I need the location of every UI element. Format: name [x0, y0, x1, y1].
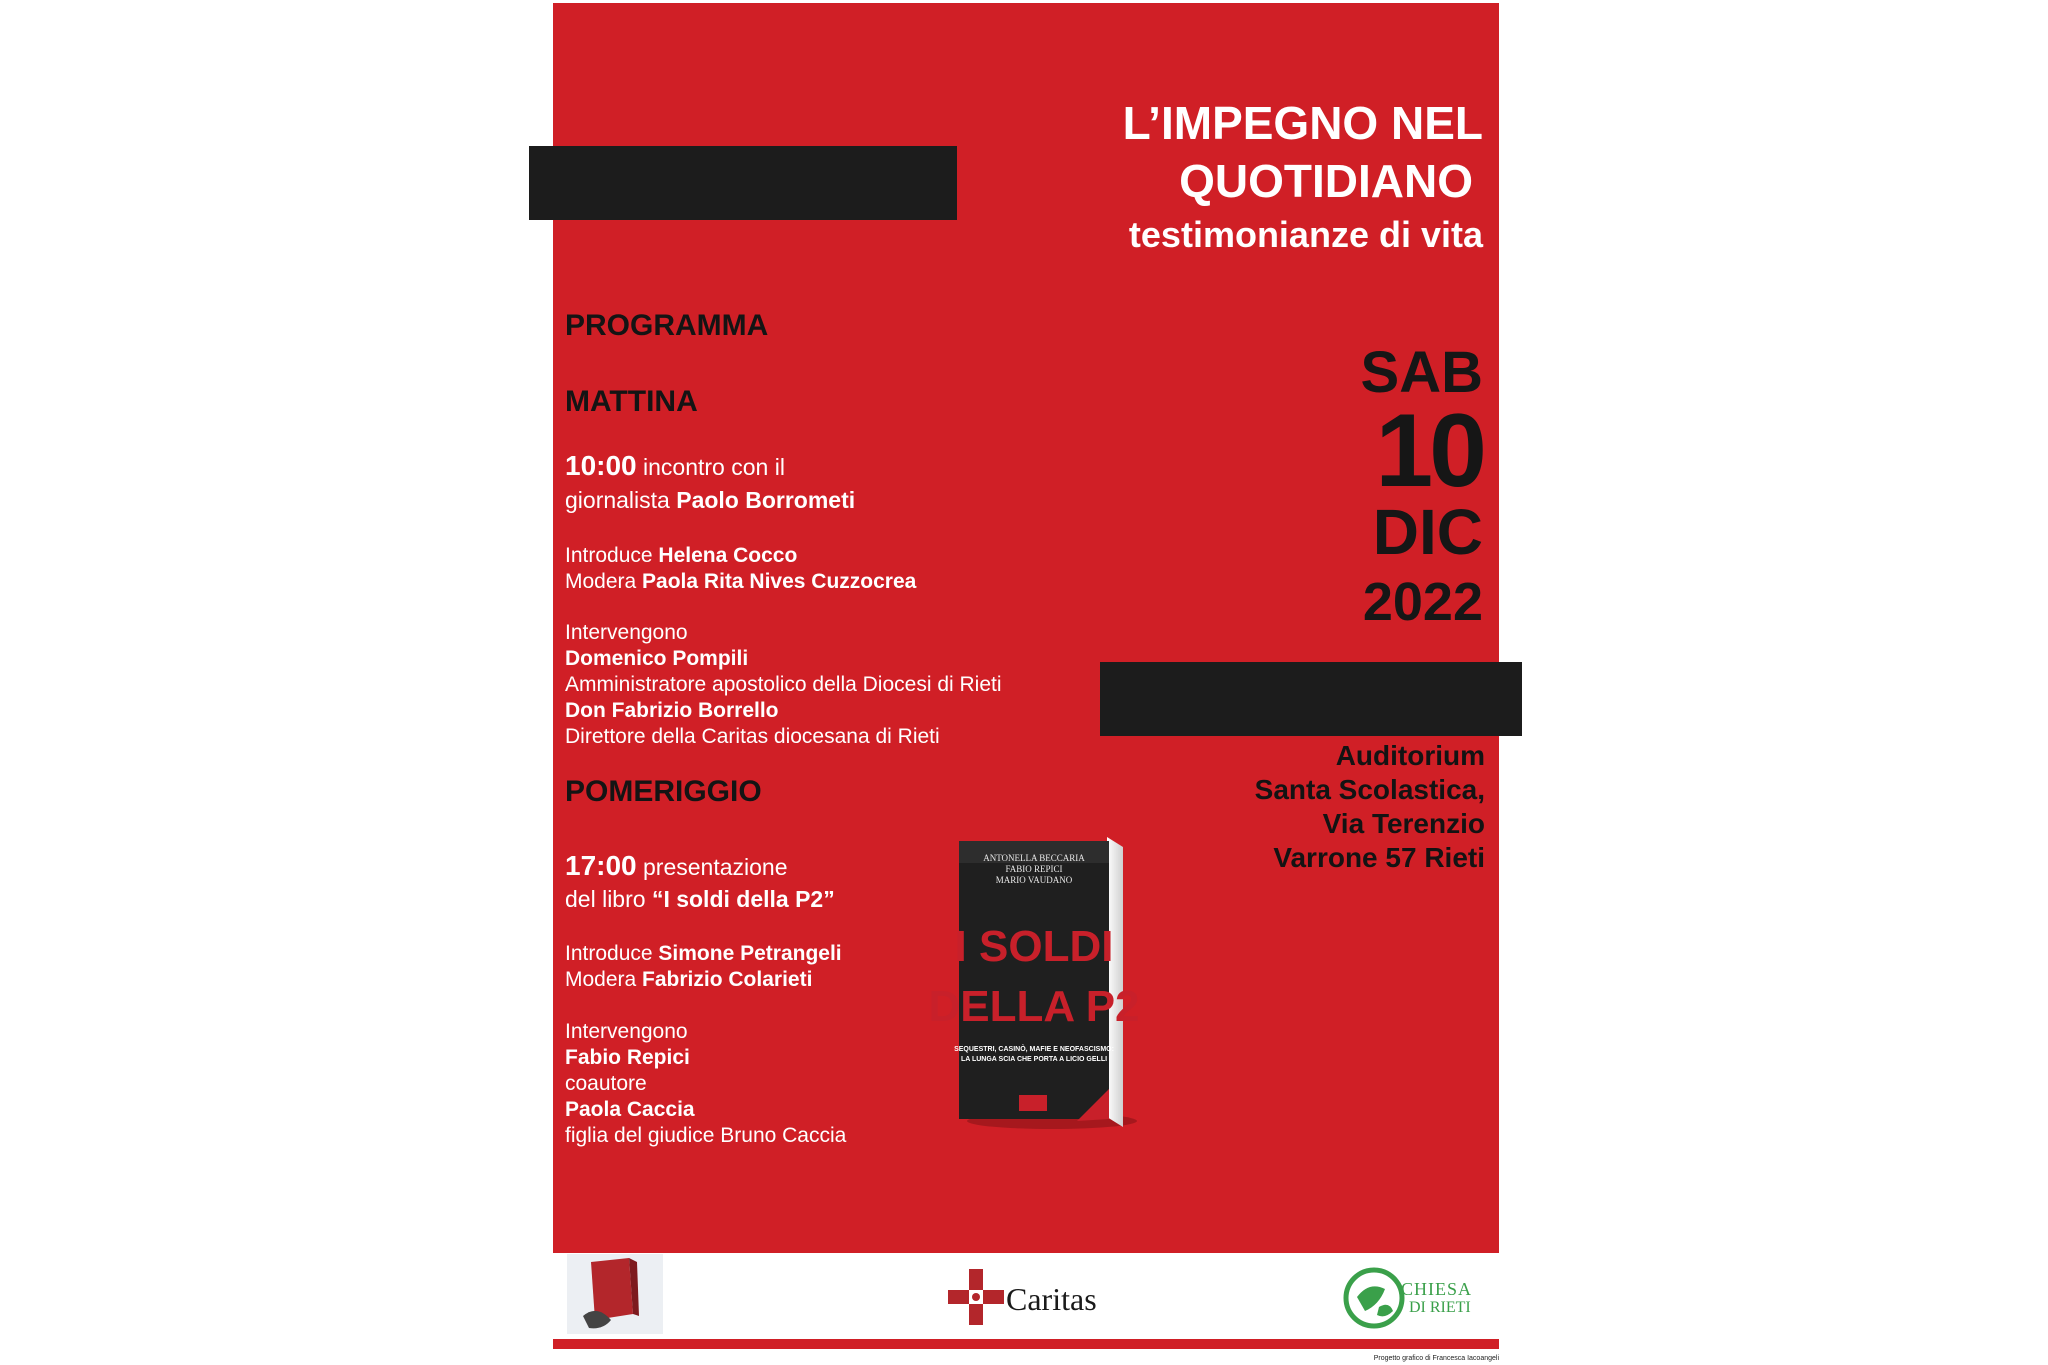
book-author-3: MARIO VAUDANO	[995, 875, 1073, 885]
event-month: DIC	[1372, 496, 1483, 568]
modera-name: Paola Rita Nives Cuzzocrea	[642, 570, 917, 593]
morning-speaker2-role: Direttore della Caritas diocesana di Rieti	[565, 725, 940, 748]
caritas-label: Caritas	[1006, 1281, 1097, 1317]
afternoon-introduce-line	[565, 941, 842, 967]
book-author-1: ANTONELLA BECCARIA	[983, 853, 1085, 863]
afternoon-book-prefix: del libro	[565, 886, 646, 912]
modera-label: Modera	[565, 968, 637, 991]
event-year: 2022	[1362, 572, 1483, 632]
modera-name: Fabrizio Colarieti	[642, 968, 813, 991]
book-cover-image	[928, 831, 1140, 1131]
morning-intervengono-label: Intervengono	[565, 621, 688, 644]
venue-line1: Auditorium	[1335, 740, 1485, 771]
introduce-label: Introduce	[565, 942, 653, 965]
afternoon-book-line	[565, 886, 835, 912]
introduce-name: Simone Petrangeli	[658, 942, 842, 965]
book-stamp-logo	[567, 1254, 663, 1334]
venue-line3: Via Terenzio	[1322, 808, 1485, 839]
poster-title-line2: QUOTIDIANO	[1179, 155, 1473, 207]
book-cover-title-2: DELLA P2	[928, 982, 1140, 1031]
afternoon-time: 17:00	[565, 850, 637, 881]
caritas-logo	[948, 1269, 1128, 1329]
redaction-bar-right	[1100, 662, 1522, 736]
event-day: 10	[1375, 393, 1483, 509]
afternoon-speaker2-name: Paola Caccia	[565, 1098, 695, 1121]
program-heading: PROGRAMMA	[565, 309, 769, 342]
afternoon-event-text: presentazione	[643, 854, 788, 880]
morning-guest-line	[565, 487, 855, 513]
morning-speaker2-name: Don Fabrizio Borrello	[565, 699, 779, 722]
morning-speaker1-role: Amministratore apostolico della Diocesi di Rieti	[565, 673, 1002, 696]
morning-guest-name: Paolo Borrometi	[676, 487, 856, 513]
chiesa-di-rieti-logo	[1343, 1267, 1493, 1331]
afternoon-modera-line	[565, 967, 812, 993]
morning-guest-prefix: giornalista	[565, 487, 670, 513]
venue-line4: Varrone 57 Rieti	[1273, 842, 1485, 873]
morning-speaker1-name: Domenico Pompili	[565, 647, 749, 670]
poster-title-line1: L’IMPEGNO NEL	[1122, 97, 1483, 149]
chiesa-globe-icon	[1343, 1267, 1405, 1329]
venue-line2: Santa Scolastica,	[1254, 774, 1485, 805]
introduce-label: Introduce	[565, 544, 653, 567]
book-cover-title-1: I SOLDI	[954, 922, 1114, 971]
event-weekday: SAB	[1360, 340, 1483, 405]
footer-logos	[553, 1253, 1499, 1339]
book-author-2: FABIO REPICI	[1005, 864, 1063, 874]
poster-subtitle: testimonianze di vita	[1128, 214, 1483, 255]
redaction-bar-top	[529, 146, 957, 220]
afternoon-time-line	[565, 850, 788, 881]
afternoon-book-title: “I soldi della P2”	[651, 886, 835, 912]
morning-heading: MATTINA	[565, 385, 698, 418]
morning-introduce-line	[565, 543, 797, 569]
morning-time-line	[565, 450, 785, 481]
morning-modera-line	[565, 569, 916, 595]
morning-time: 10:00	[565, 450, 637, 481]
book-cover-subtitle-2: LA LUNGA SCIA CHE PORTA A LICIO GELLI	[960, 1056, 1108, 1063]
footer-red-bar	[553, 1339, 1499, 1349]
chiesa-label-line2: DI RIETI	[1409, 1299, 1471, 1316]
morning-event-text: incontro con il	[643, 454, 785, 480]
afternoon-speaker2-role: figlia del giudice Bruno Caccia	[565, 1124, 847, 1147]
design-credit: Progetto grafico di Francesca Iacoangeli	[1373, 1355, 1499, 1362]
afternoon-speaker1-role: coautore	[565, 1072, 647, 1095]
book-cover-subtitle-1: SEQUESTRI, CASINÒ, MAFIE E NEOFASCISMO:	[954, 1046, 1114, 1053]
chiesa-label-line1: CHIESA	[1401, 1279, 1473, 1299]
caritas-cross-icon	[948, 1269, 1004, 1325]
afternoon-speaker1-name: Fabio Repici	[565, 1046, 690, 1069]
introduce-name: Helena Cocco	[658, 544, 798, 567]
afternoon-intervengono-label: Intervengono	[565, 1020, 688, 1043]
afternoon-heading: POMERIGGIO	[565, 775, 762, 808]
modera-label: Modera	[565, 570, 637, 593]
